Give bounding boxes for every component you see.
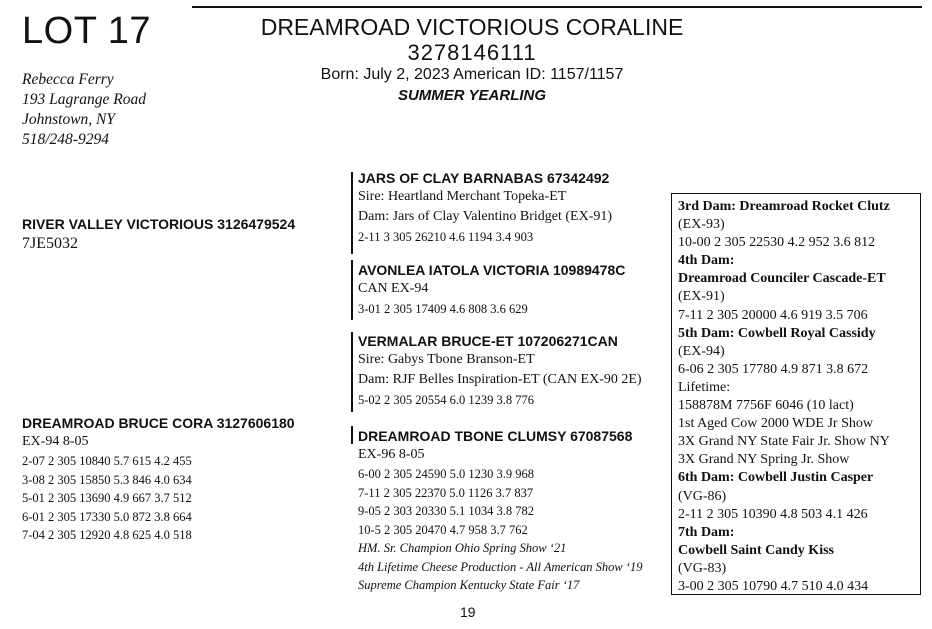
dam-record: 7-04 2 305 12920 4.8 625 4.0 518 bbox=[22, 528, 192, 542]
sire-sire-sire: Sire: Heartland Merchant Topeka-ET bbox=[358, 189, 567, 204]
ancestry-line: (VG-83) bbox=[678, 560, 727, 576]
sire-dam-classification: CAN EX-94 bbox=[358, 281, 429, 296]
ancestry-heading: 5th Dam: Cowbell Royal Cassidy bbox=[678, 325, 876, 341]
dam-block bbox=[22, 415, 295, 545]
ancestry-line: 3X Grand NY State Fair Jr. Show NY bbox=[678, 434, 890, 450]
class-label: SUMMER YEARLING bbox=[397, 87, 547, 104]
sire-code: 7JE5032 bbox=[22, 235, 78, 252]
registration-number: 3278146111 bbox=[407, 40, 537, 65]
animal-name: DREAMROAD VICTORIOUS CORALINE bbox=[260, 14, 684, 40]
dam-sire-record: 5-02 2 305 20554 6.0 1239 3.8 776 bbox=[358, 393, 535, 407]
sire-sire-record: 2-11 3 305 26210 4.6 1194 3.4 903 bbox=[358, 230, 534, 244]
ancestry-line: 10-00 2 305 22530 4.2 952 3.6 812 bbox=[678, 235, 876, 251]
ancestry-heading: 4th Dam: bbox=[678, 253, 735, 269]
pedigree-bracket bbox=[351, 426, 353, 444]
dam-record: 5-01 2 305 13690 4.9 667 3.7 512 bbox=[22, 491, 192, 505]
dam-sire-block bbox=[358, 333, 642, 410]
sire-name: RIVER VALLEY VICTORIOUS 3126479524 bbox=[22, 216, 296, 232]
dam-classification: EX-94 8-05 bbox=[22, 434, 89, 449]
ancestry-line: 158878M 7756F 6046 (10 lact) bbox=[678, 398, 854, 414]
dam-dam-award: Supreme Champion Kentucky State Fair ‘17 bbox=[358, 578, 580, 592]
ancestry-line: Lifetime: bbox=[678, 379, 731, 395]
ancestry-line: (EX-94) bbox=[678, 343, 725, 359]
dam-name: DREAMROAD BRUCE CORA 3127606180 bbox=[22, 415, 295, 431]
dam-sire-dam: Dam: RJF Belles Inspiration-ET (CAN EX-90 2E) bbox=[358, 372, 642, 387]
dam-dam-name: DREAMROAD TBONE CLUMSY 67087568 bbox=[358, 428, 633, 444]
ancestry-line: 7-11 2 305 20000 4.6 919 3.5 706 bbox=[678, 307, 868, 323]
dam-dam-record: 6-00 2 305 24590 5.0 1230 3.9 968 bbox=[358, 467, 535, 481]
sire-block bbox=[22, 216, 295, 254]
consignor-city: Johnstown, NY bbox=[22, 111, 116, 128]
dam-dam-award: HM. Sr. Champion Ohio Spring Show ‘21 bbox=[358, 541, 567, 555]
birth-id-line: Born: July 2, 2023 American ID: 1157/1157 bbox=[320, 66, 624, 83]
page-number: 19 bbox=[460, 604, 476, 620]
consignor-block bbox=[22, 70, 146, 150]
sire-dam-name: AVONLEA IATOLA VICTORIA 10989478C bbox=[358, 262, 626, 278]
dam-sire-name: VERMALAR BRUCE-ET 107206271CAN bbox=[358, 333, 618, 349]
ancestry-line: 3X Grand NY Spring Jr. Show bbox=[678, 452, 850, 468]
sire-sire-name: JARS OF CLAY BARNABAS 67342492 bbox=[358, 170, 610, 186]
lot-number: LOT 17 bbox=[22, 10, 152, 52]
sire-dam-record: 3-01 2 305 17409 4.6 808 3.6 629 bbox=[358, 302, 528, 316]
dam-dam-classification: EX-96 8-05 bbox=[358, 447, 425, 462]
consignor-phone: 518/248-9294 bbox=[22, 131, 109, 148]
ancestry-line: (VG-86) bbox=[678, 488, 727, 504]
dam-record: 6-01 2 305 17330 5.0 872 3.8 664 bbox=[22, 509, 192, 524]
ancestry-line: 2-11 2 305 10390 4.8 503 4.1 426 bbox=[678, 506, 868, 522]
ancestry-line: 1st Aged Cow 2000 WDE Jr Show bbox=[678, 416, 873, 432]
pedigree-bracket bbox=[351, 172, 353, 254]
ancestry-heading: 3rd Dam: Dreamroad Rocket Clutz bbox=[678, 199, 890, 214]
dam-dam-award: 4th Lifetime Cheese Production - All American Show ‘19 bbox=[358, 559, 643, 574]
ancestry-box bbox=[671, 193, 921, 595]
pedigree-bracket bbox=[351, 332, 353, 412]
dam-dam-block bbox=[358, 428, 642, 595]
ancestry-heading: 6th Dam: Cowbell Justin Casper bbox=[678, 470, 874, 486]
dam-dam-record: 10-5 2 305 20470 4.7 958 3.7 762 bbox=[358, 522, 528, 537]
sire-dam-block bbox=[358, 262, 625, 319]
dam-dam-record: 7-11 2 305 22370 5.0 1126 3.7 837 bbox=[358, 485, 534, 500]
top-rule bbox=[192, 6, 922, 8]
ancestry-heading: Cowbell Saint Candy Kiss bbox=[678, 542, 834, 558]
ancestry-heading: Dreamroad Counciler Cascade-ET bbox=[678, 271, 886, 287]
ancestry-line: 3-00 2 305 10790 4.7 510 4.0 434 bbox=[678, 578, 869, 594]
consignor-street: 193 Lagrange Road bbox=[22, 91, 146, 108]
dam-dam-record: 9-05 2 303 20330 5.1 1034 3.8 782 bbox=[358, 504, 535, 518]
dam-sire-sire: Sire: Gabys Tbone Branson-ET bbox=[358, 352, 535, 367]
ancestry-line: (EX-93) bbox=[678, 217, 725, 233]
ancestry-line: (EX-91) bbox=[678, 289, 725, 305]
dam-record: 3-08 2 305 15850 5.3 846 4.0 634 bbox=[22, 472, 192, 487]
ancestry-heading: 7th Dam: bbox=[678, 524, 735, 540]
pedigree-bracket bbox=[351, 260, 353, 320]
dam-record: 2-07 2 305 10840 5.7 615 4.2 455 bbox=[22, 454, 192, 468]
consignor-name: Rebecca Ferry bbox=[22, 71, 114, 88]
ancestry-line: 6-06 2 305 17780 4.9 871 3.8 672 bbox=[678, 361, 869, 377]
sire-sire-dam: Dam: Jars of Clay Valentino Bridget (EX-91) bbox=[358, 209, 613, 224]
sire-sire-block bbox=[358, 170, 612, 247]
